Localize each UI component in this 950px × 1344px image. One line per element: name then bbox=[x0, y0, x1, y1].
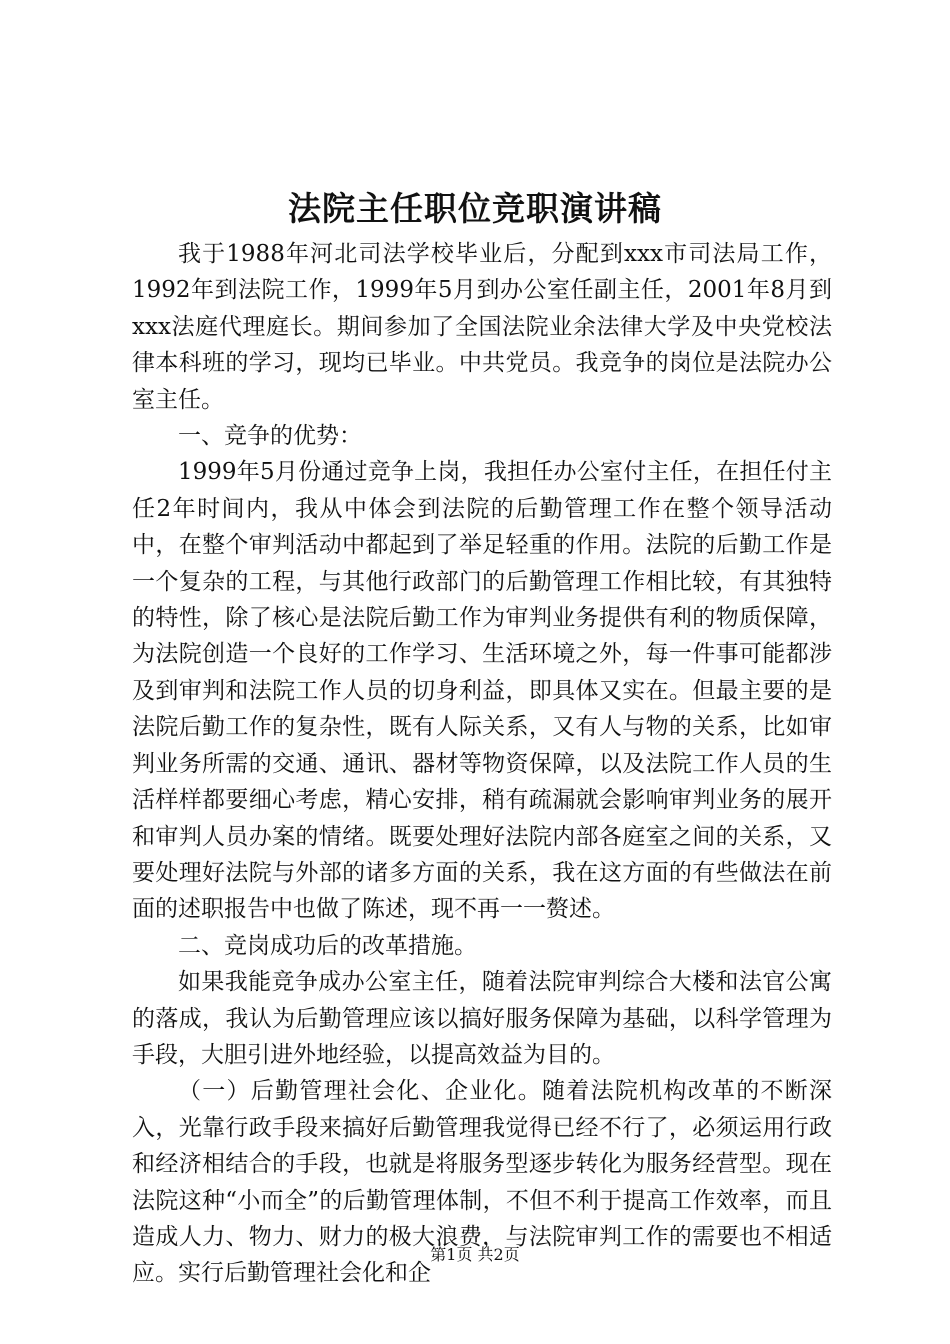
heading-advantages: 一、竞争的优势： bbox=[178, 423, 362, 450]
heading-reform-measures: 二、竞岗成功后的改革措施。 bbox=[178, 932, 477, 959]
paragraph-advantages: 1999年5月份通过竞争上岗，我担任办公室付主任，在担任付主任2年时间内，我从中体会到法院的后勤管理工作在整个领导活动中，在整个审判活动中都起到了举足轻重的作用。法院的后勤工作是一个复杂的工程，与其他行政部门的后勤管理工作相比较，有其独特的特性，除了核心是法院后勤工作为审判业务提供有利的物质保障，为法院创造一个良好的工作学习、生活环境之外，每一件事可能都涉及到审判和法院工作人员的切身利益，即具体又实在。但最主要的是法院后勤工作的复杂性，既有人际关系，又有人与物的关系，比如审判业务所需的交通、通讯、器材等物资保障，以及法院工作人员的生活样样都要细心考虑，精心安排，稍有疏漏就会影响审判业务的展开和审判人员办案的情绪。既要处理好法院内部各庭室之间的关系，又要处理好法院与外部的诸多方面的关系，我在这方面的有些做法在前面的述职报告中也做了陈述，现不再一一赘述。 bbox=[132, 459, 832, 923]
page-footer: 第1页 共2页 bbox=[430, 1245, 520, 1264]
document-body bbox=[132, 236, 832, 1292]
paragraph-reform-plan: 如果我能竞争成办公室主任，随着法院审判综合大楼和法官公寓的落成，我认为后勤管理应该以搞好服务保障为基础，以科学管理为手段，大胆引进外地经验，以提高效益为目的。 bbox=[132, 969, 832, 1068]
document-title: 法院主任职位竞职演讲稿 bbox=[288, 189, 662, 228]
paragraph-intro: 我于1988年河北司法学校毕业后，分配到xxx市司法局工作，1992年到法院工作，1999年5月到办公室任副主任，2001年8月到xxx法庭代理庭长。期间参加了全国法院业余法律大学及中央党校法律本科班的学习，现均已毕业。中共党员。我竞争的岗位是法院办公室主任。 bbox=[132, 241, 832, 413]
paragraph-socialization: （一）后勤管理社会化、企业化。随着法院机构改革的不断深入，光靠行政手段来搞好后勤管理我觉得已经不行了，必须运用行政和经济相结合的手段，也就是将服务型逐步转化为服务经营型。现在法院这种“小而全”的后勤管理体制，不但不利于提高工作效率，而且造成人力、物力、财力的极大浪费，与法院审判工作的需要也不相适应。实行后勤管理社会化和企 bbox=[132, 1078, 832, 1287]
